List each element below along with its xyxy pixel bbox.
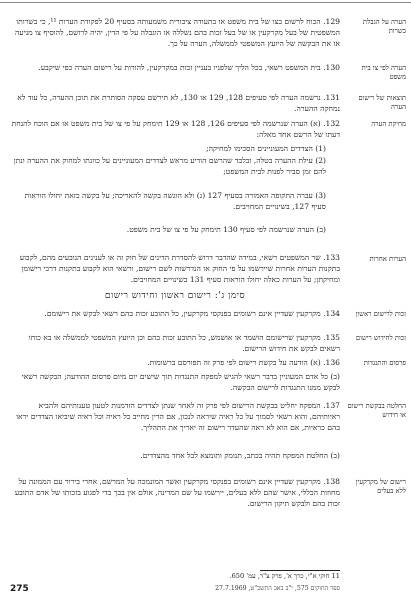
margin-note: מחיקת הערה: [371, 120, 406, 128]
subitem: (ב) הערה שנרשמה לפי סעיף 130 תימחק על פי צו של בית משפט.: [126, 225, 326, 234]
paragraph-137b: (ב) החלטת המפקח תהיה בכתב, תנומק ותומצא לכל אחד מהצדדים.: [140, 451, 340, 460]
paragraph-136: 136. (א) הודעה על בקשת רישום לפי פרק זה תפורסם ברשומות.: [147, 358, 340, 367]
footnote: 11 חוקי א"י, כרך א', פרק צ"ד, עמ' 650.: [229, 572, 340, 580]
margin-note: תוצאות של רישום הערה: [358, 94, 406, 111]
subitem: (1) הצדדים המעוניינים הסכימו למחיקה;: [206, 144, 326, 153]
publication-info: ספר החוקים 575, י"ב באב התשכ"ט, 27.7.1969: [215, 585, 340, 592]
margin-note: רישום של מקרקעין ללא בעלים: [355, 478, 406, 495]
paragraph-130: 130. בית המשפט רשאי, בכל הליך שלפניו בעניין זכות במקרקעין, להורות על רישום הערה כפי שיקבע.: [38, 63, 340, 72]
margin-note: זכות לרישום ראשון: [355, 310, 406, 318]
margin-note: זכות לחידוש רישום: [355, 334, 406, 342]
subitem: (2) עילת ההערה בטלה, ובלבד שהרשם הודיע מראש לצדדים המעוניינים על כוונתו למחוק את ההערה ונתן להם זמן סביר לפנות לבית המשפט;: [13, 156, 326, 176]
margin-note: הערות אחרות: [369, 255, 406, 263]
footnote-rule: [260, 570, 340, 571]
paragraph-137: 137. המפקח יחליט בבקשת הרישום לפי פרק זה לאחר שנתן לצדדים הזדמנות לטעון טענותיהם ולהביא ראיותיהם, והוא רשאי לסמוך על כל ראיה שיראה לנכון, אם הדין מחייב כל ראיה וכל ראיה שיביאו הצדדים יראו בהם כראיות, אם הוא לא ראה שהעדר רישום זה יאריך את התהליך.: [16, 401, 340, 432]
margin-note: הערה לפי צו בית משפט: [361, 64, 406, 81]
top-rule: [0, 2, 411, 8]
margin-note: הערה על הגבלת כשרות: [362, 18, 406, 35]
paragraph-138: 138. מקרקעין שעדיין אינם רשומים בפנקסי מקרקעין ואשר המונמכה על המרשם, אחרי בירור עם הממונה על מחוזות הכללי, אישר שהם ללא בעלים, יירשמו על שם המדינה, אולם אין בכך כדי לפגוע בזכותו של אדם התובע זכות בהם ולבקש תיקון הרישום.: [14, 477, 340, 508]
subitem: (3) עברה התקופה האמורה בסעיף 127 (ג) ולא הוגשה בקשה להאריכה; על בקשה כזאת יחולו הוראות סעיף 127, בשינויים המחויבים.: [24, 191, 326, 211]
paragraph-132: 132. (א) הערה שנרשמה לפי סעיפים 126, 128 או 129 תימחק על פי צו של בית משפט או אם הוכח להנחת דעתו של הרשם אחד מאלה:: [11, 119, 340, 139]
page-number: 275: [10, 584, 29, 594]
margin-note: החלטה בבקשת רישום או חידוש: [347, 402, 406, 419]
paragraph-131: 131. נרשמה הערה לפי סעיפים 128, 129 או 130, לא תירשם עסקה הסותרת את תוכן ההערה, כל עוד לא נמחקה ההערה.: [17, 93, 340, 113]
paragraph-129: 129. הכוח לרשום בצו של בית משפט או בתעודה ציבורית משמעותה בסעיף 20 לפקודת הערות ¹¹, כי בשרותו המשפטית של בעל מקרקעין או של בעל זכות בהם נשללה או הוגבלה על פי הדין, יהיה לרושם, להוסיף צו מניעה או את הבקשה של היועץ המשפטי לממשלה, הערה על כך.: [15, 17, 340, 48]
margin-note: פרסום והתנגדות: [363, 359, 406, 367]
chapter-heading: סימן ג': רישום ראשון וחידוש רישום: [104, 291, 246, 301]
paragraph-135: 135. מקרקעין שרישומם הושמד או אושמש, כל התובע זכות בהם וכן היועץ המשפטי לממשלה או בא כוחו רשאים לבקש את חידוש הרישום.: [28, 333, 340, 353]
paragraph-134: 134. מקרקעין שעדיין אינם רשומים בפנקסי מקרקעין, כל התובע זכות בהם רשאי לבקש את רישומם.: [44, 309, 340, 318]
paragraph-133: 133. שר המשפטים רשאי, במידה שהדבר דרוש להסדרת הדינים של חוק זה או לענינים הנובעים מהם, לקבוע בתקנות הערות אחרות שיירשמו על פי החוק או הנדרשות לשם רישום, ורשאי הוא לקבוע בתקנות דרכי רישומן ומחיקתן; על הערות כאלה יחולו הוראות סעיף 131 בשינויים המחויבים.: [19, 253, 340, 284]
paragraph-136b: (ב) כל אדם המעוניין בדבר רשאי להגיש למפקח התנגדות תוך שישים יום מיום פרסום ההודעה; הבקשה רשאי לבקש ממנו התנגדות לרישום הבקשה.: [21, 372, 340, 392]
